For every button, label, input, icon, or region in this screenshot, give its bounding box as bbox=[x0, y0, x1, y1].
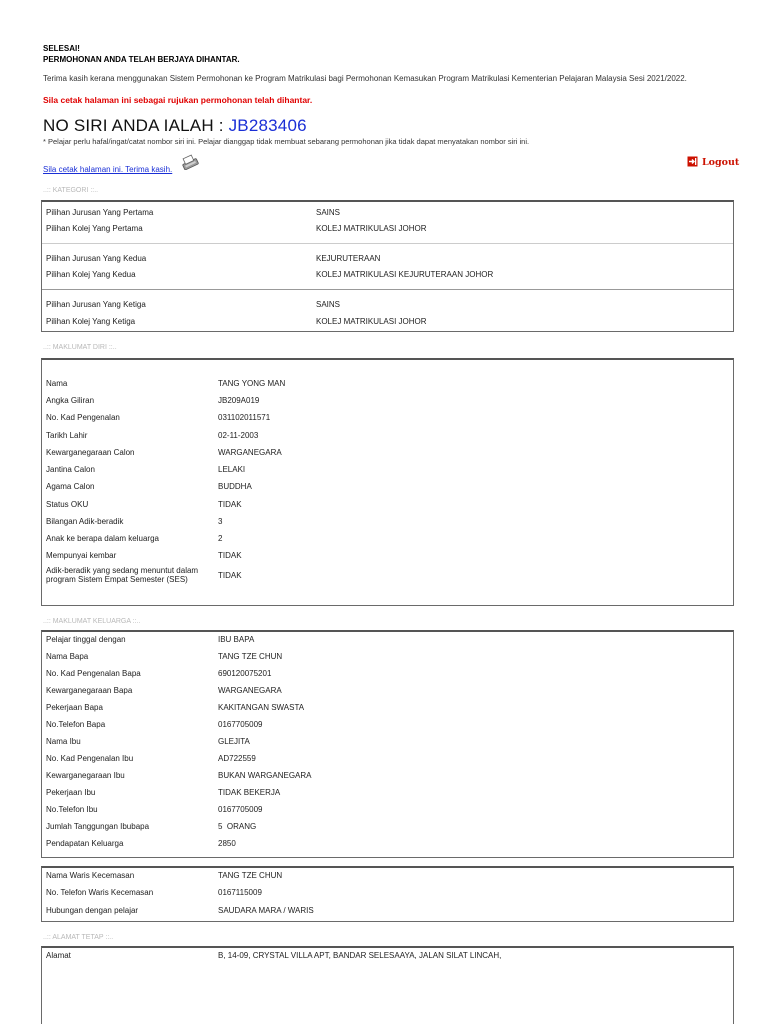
row-label: Bilangan Adik-beradik bbox=[46, 517, 124, 526]
row-label: Agama Calon bbox=[46, 482, 95, 491]
row-label: No. Kad Pengenalan Ibu bbox=[46, 754, 134, 763]
row-label: Pilihan Jurusan Yang Pertama bbox=[46, 208, 154, 217]
row-label: Nama Bapa bbox=[46, 652, 89, 661]
row-label: Jantina Calon bbox=[46, 465, 95, 474]
row-value: GLEJITA bbox=[218, 737, 250, 746]
row-value: 02-11-2003 bbox=[218, 431, 259, 440]
section-title-maklumat-keluarga: ..:: MAKLUMAT KELUARGA ::.. bbox=[43, 618, 141, 625]
row-label: No.Telefon Ibu bbox=[46, 805, 98, 814]
row-label: Pilihan Kolej Yang Pertama bbox=[46, 224, 143, 233]
row-value: SAUDARA MARA / WARIS bbox=[218, 906, 314, 915]
row-value: 031102011571 bbox=[218, 413, 271, 422]
row-value: TANG YONG MAN bbox=[218, 379, 286, 388]
row-value: WARGANEGARA bbox=[218, 686, 282, 695]
serial-number-heading bbox=[43, 116, 307, 136]
row-label: Pelajar tinggal dengan bbox=[46, 635, 126, 644]
row-label: Nama bbox=[46, 379, 68, 388]
row-value: 5 ORANG bbox=[218, 822, 257, 831]
row-value: 2 bbox=[218, 534, 223, 543]
row-value: SAINS bbox=[316, 208, 341, 217]
row-label: Pilihan Kolej Yang Kedua bbox=[46, 270, 136, 279]
row-label: Kewarganegaraan Ibu bbox=[46, 771, 125, 780]
row-label: Kewarganegaraan Calon bbox=[46, 448, 135, 457]
row-value: BUDDHA bbox=[218, 482, 252, 491]
row-label: Nama Ibu bbox=[46, 737, 81, 746]
row-label: Nama Waris Kecemasan bbox=[46, 871, 135, 880]
section-title-kategori: ..:: KATEGORI ::.. bbox=[43, 187, 99, 194]
row-value: B, 14-09, CRYSTAL VILLA APT, BANDAR SELESAAYA, JALAN SILAT LINCAH, bbox=[218, 951, 502, 960]
row-value: AD722559 bbox=[218, 754, 256, 763]
section-title-alamat-tetap: ..:: ALAMAT TETAP ::.. bbox=[43, 934, 114, 941]
logout-button[interactable] bbox=[687, 156, 739, 169]
row-value: 690120075201 bbox=[218, 669, 272, 678]
section-title-maklumat-diri: ..:: MAKLUMAT DIRI ::.. bbox=[43, 344, 117, 351]
row-label: Mempunyai kembar bbox=[46, 551, 117, 560]
row-value: SAINS bbox=[316, 300, 341, 309]
row-value: KOLEJ MATRIKULASI JOHOR bbox=[316, 317, 427, 326]
row-value: 0167115009 bbox=[218, 888, 262, 897]
maklumat-diri-table bbox=[41, 358, 734, 606]
row-value: TIDAK BEKERJA bbox=[218, 788, 281, 797]
printer-icon[interactable] bbox=[181, 154, 201, 172]
row-value: WARGANEGARA bbox=[218, 448, 282, 457]
serial-number-value: JB283406 bbox=[228, 116, 307, 135]
row-label: Pendapatan Keluarga bbox=[46, 839, 124, 848]
print-warning: Sila cetak halaman ini sebagai rujukan permohonan telah dihantar. bbox=[43, 95, 313, 105]
success-heading: SELESAI! bbox=[43, 44, 80, 53]
row-value: BUKAN WARGANEGARA bbox=[218, 771, 312, 780]
row-value: TANG TZE CHUN bbox=[218, 871, 283, 880]
divider bbox=[42, 243, 733, 244]
row-label: Angka Giliran bbox=[46, 396, 95, 405]
row-value: TIDAK bbox=[218, 551, 242, 560]
row-label: Pilihan Jurusan Yang Kedua bbox=[46, 254, 147, 263]
logout-icon bbox=[687, 156, 698, 169]
success-subheading: PERMOHONAN ANDA TELAH BERJAYA DIHANTAR. bbox=[43, 55, 240, 64]
row-value: LELAKI bbox=[218, 465, 246, 474]
row-value: 3 bbox=[218, 517, 223, 526]
waris-table bbox=[41, 866, 734, 922]
row-label: Pekerjaan Ibu bbox=[46, 788, 96, 797]
row-value: TIDAK bbox=[218, 500, 242, 509]
row-label: Jumlah Tanggungan Ibubapa bbox=[46, 822, 150, 831]
row-label: No. Kad Pengenalan bbox=[46, 413, 120, 422]
row-label: Alamat bbox=[46, 951, 71, 960]
row-value: KOLEJ MATRIKULASI JOHOR bbox=[316, 224, 427, 233]
row-label: Pekerjaan Bapa bbox=[46, 703, 103, 712]
row-label: Anak ke berapa dalam keluarga bbox=[46, 534, 159, 543]
row-label: No. Telefon Waris Kecemasan bbox=[46, 888, 154, 897]
row-value: TIDAK bbox=[218, 571, 242, 580]
row-value: KOLEJ MATRIKULASI KEJURUTERAAN JOHOR bbox=[316, 270, 494, 279]
print-page-link[interactable]: Sila cetak halaman ini. Terima kasih. bbox=[43, 165, 173, 174]
row-label: Tarikh Lahir bbox=[46, 431, 88, 440]
logout-label: Logout bbox=[702, 157, 740, 168]
thank-you-text: Terima kasih kerana menggunakan Sistem Permohonan ke Program Matrikulasi bagi Permohonan Kemasukan Program Matrikulasi Kementerian Pelajaran Malaysia Sesi 2021/2022. bbox=[43, 74, 687, 83]
row-value: 2850 bbox=[218, 839, 236, 848]
alamat-table bbox=[41, 946, 734, 1024]
row-label: Pilihan Kolej Yang Ketiga bbox=[46, 317, 136, 326]
kategori-table bbox=[41, 200, 734, 332]
row-value: 0167705009 bbox=[218, 805, 263, 814]
row-label: No.Telefon Bapa bbox=[46, 720, 106, 729]
maklumat-keluarga-table bbox=[41, 630, 734, 858]
row-value: IBU BAPA bbox=[218, 635, 255, 644]
row-label: Adik-beradik yang sedang menuntut dalam program Sistem Empat Semester (SES) bbox=[46, 566, 199, 584]
row-label: Kewarganegaraan Bapa bbox=[46, 686, 133, 695]
row-label: Pilihan Jurusan Yang Ketiga bbox=[46, 300, 146, 309]
divider bbox=[42, 289, 733, 290]
row-label: Hubungan dengan pelajar bbox=[46, 906, 139, 915]
row-value: 0167705009 bbox=[218, 720, 263, 729]
row-value: KEJURUTERAAN bbox=[316, 254, 381, 263]
serial-number-label: NO SIRI ANDA IALAH : bbox=[43, 116, 229, 135]
row-value: KAKITANGAN SWASTA bbox=[218, 703, 305, 712]
serial-note: * Pelajar perlu hafal/ingat/catat nombor siri ini. Pelajar dianggap tidak membuat sebarang permohonan jika tidak dapat menyatakan nombor siri ini. bbox=[43, 137, 530, 146]
row-value: TANG TZE CHUN bbox=[218, 652, 283, 661]
row-value: JB209A019 bbox=[218, 396, 260, 405]
row-label: No. Kad Pengenalan Bapa bbox=[46, 669, 141, 678]
row-label: Status OKU bbox=[46, 500, 89, 509]
